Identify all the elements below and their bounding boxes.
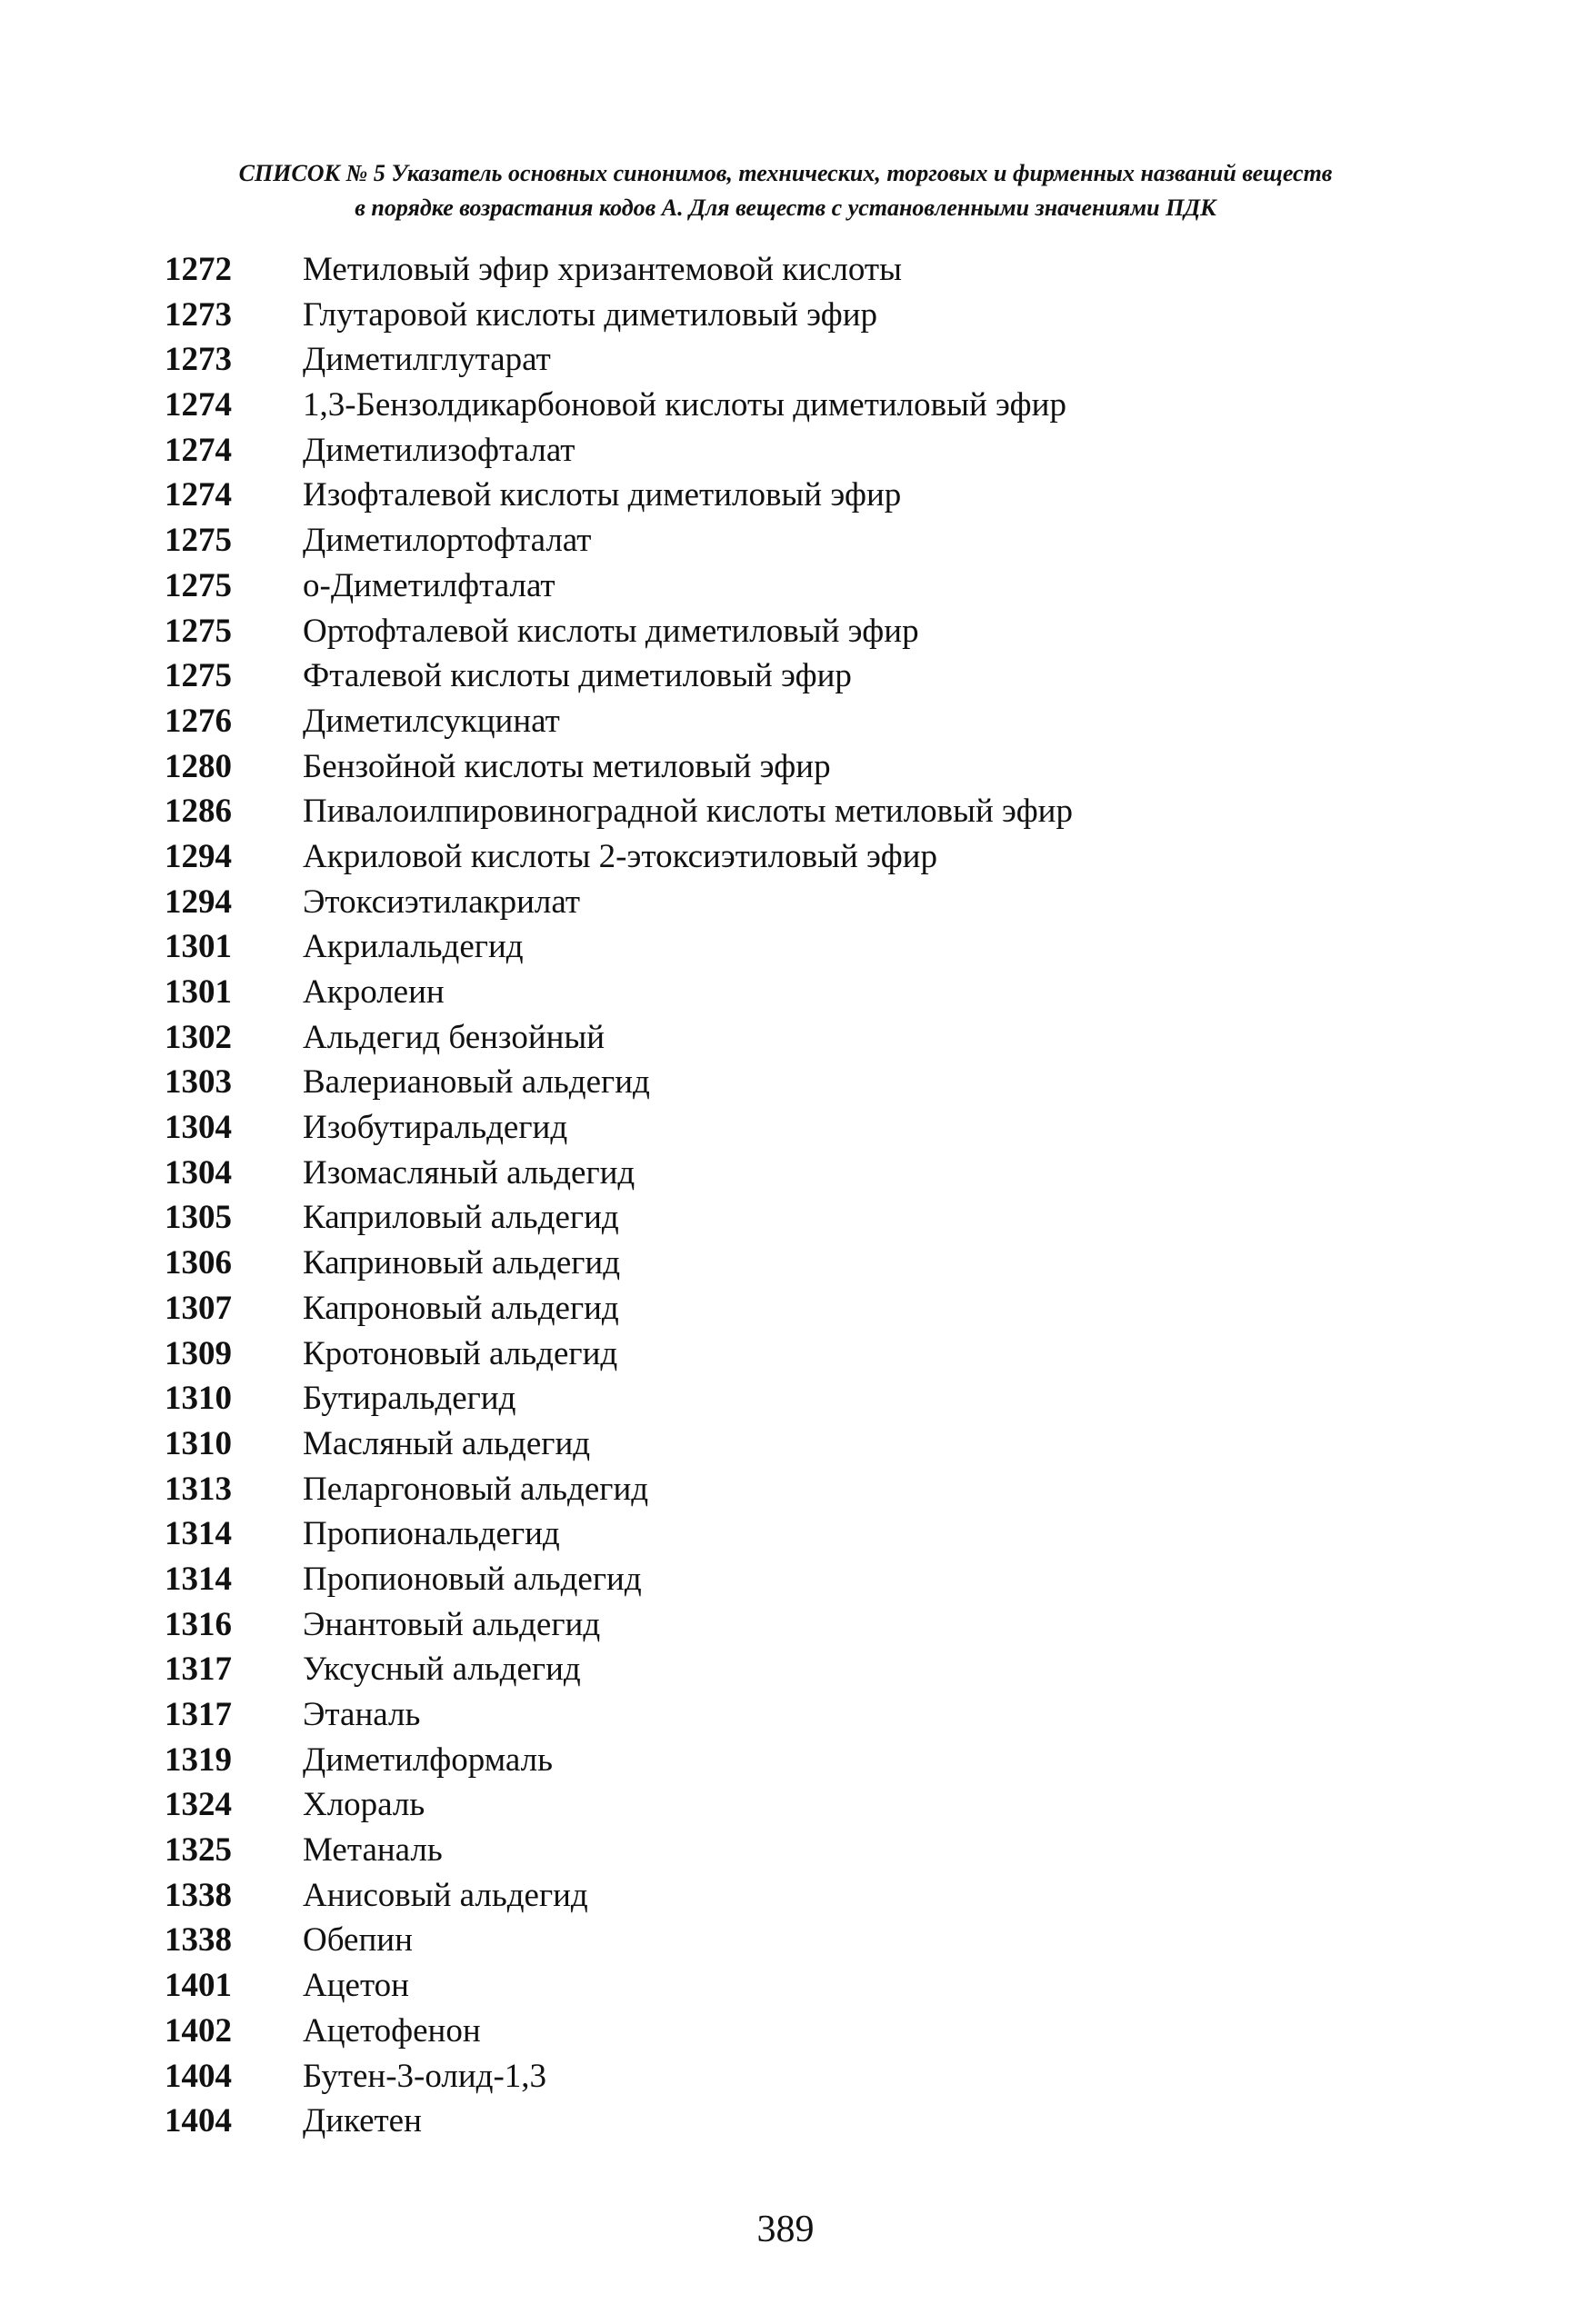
substance-code: 1305 [165,1199,232,1237]
substance-code: 1273 [165,295,232,334]
substance-name: Диметилглутарат [303,341,551,379]
substance-name: Альдегид бензойный [303,1018,605,1056]
list-item [0,1376,1571,1421]
substance-name: Диметилформаль [303,1741,553,1779]
list-item [0,880,1571,925]
substance-name: Каприновый альдегид [303,1244,621,1282]
list-item [0,970,1571,1015]
list-item [0,2099,1571,2144]
substance-name: Энантовый альдегид [303,1605,601,1643]
substance-name: Глутаровой кислоты диметиловый эфир [303,295,878,334]
substance-name: Анисовый альдегид [303,1876,588,1914]
substance-name: Пропиональдегид [303,1515,560,1553]
substance-name: Пеларгоновый альдегид [303,1470,649,1508]
substance-code: 1309 [165,1334,232,1372]
list-item [0,1421,1571,1467]
substance-code: 1307 [165,1289,232,1327]
substance-name: Каприловый альдегид [303,1199,619,1237]
list-item [0,1467,1571,1512]
substance-name: Акрилальдегид [303,928,524,966]
list-item [0,428,1571,474]
list-item [0,699,1571,744]
substance-code: 1275 [165,522,232,560]
substance-code: 1273 [165,341,232,379]
substance-name: Этаналь [303,1696,421,1733]
substance-name: Ацетон [303,1967,409,2005]
substance-name: о-Диметилфталат [303,566,555,604]
substance-code: 1294 [165,883,232,921]
substance-name: Бензойной кислоты метиловый эфир [303,747,831,785]
substance-name: Изомасляный альдегид [303,1153,635,1192]
list-item [0,247,1571,293]
substance-name: Кротоновый альдегид [303,1334,618,1372]
substance-name: Метиловый эфир хризантемовой кислоты [303,251,902,288]
list-item [0,1332,1571,1377]
list-item [0,834,1571,880]
substance-code: 1314 [165,1515,232,1553]
substance-name: Метаналь [303,1831,443,1870]
list-item [0,518,1571,564]
list-item [0,337,1571,383]
substance-name: Ацетофенон [303,2011,481,2050]
page-header [0,156,1571,225]
list-item [0,789,1571,834]
substance-code: 1404 [165,2102,232,2140]
substance-name: Масляный альдегид [303,1424,591,1462]
list-item [0,1602,1571,1648]
substance-code: 1275 [165,657,232,695]
substance-code: 1313 [165,1470,232,1508]
list-item [0,1557,1571,1602]
substance-code: 1306 [165,1244,232,1282]
list-item [0,2009,1571,2054]
substance-code: 1276 [165,702,232,740]
substance-code: 1274 [165,476,232,514]
substance-code: 1304 [165,1153,232,1192]
substance-name: Изобутиральдегид [303,1109,568,1147]
list-item [0,1195,1571,1241]
substance-code: 1274 [165,386,232,424]
list-item [0,653,1571,699]
substance-name: Ортофталевой кислоты диметиловый эфир [303,612,919,650]
list-item [0,1918,1571,1963]
substance-code: 1304 [165,1109,232,1147]
substance-name: Пивалоилпировиноградной кислоты метиловый эфир [303,793,1073,831]
substance-name: Этоксиэтилакрилат [303,883,580,921]
substance-code: 1402 [165,2011,232,2050]
substance-code: 1303 [165,1063,232,1102]
substance-code: 1317 [165,1651,232,1689]
substance-code: 1404 [165,2057,232,2095]
substance-name: Валериановый альдегид [303,1063,650,1102]
list-item [0,1963,1571,2009]
substance-code: 1319 [165,1741,232,1779]
substance-name: Дикетен [303,2102,422,2140]
list-item [0,609,1571,654]
substance-name: 1,3-Бензолдикарбоновой кислоты диметиловый эфир [303,386,1066,424]
list-item [0,1692,1571,1738]
substance-name: Диметилизофталат [303,431,575,469]
substance-name: Капроновый альдегид [303,1289,619,1327]
substance-code: 1302 [165,1018,232,1056]
substance-name: Акриловой кислоты 2-этоксиэтиловый эфир [303,837,937,875]
list-item [0,383,1571,428]
header-title-line: СПИСОК № 5 Указатель основных синонимов, технических, торговых и фирменных названий веществ [238,160,1333,186]
substance-code: 1338 [165,1921,232,1960]
list-item [0,473,1571,518]
substance-code: 1325 [165,1831,232,1870]
substance-code: 1275 [165,566,232,604]
list-item [0,564,1571,609]
substance-code: 1401 [165,1967,232,2005]
list-item [0,2054,1571,2100]
substance-code: 1317 [165,1696,232,1733]
list-item [0,924,1571,970]
substance-code: 1274 [165,431,232,469]
page-number: 389 [756,2209,815,2250]
list-item [0,1105,1571,1151]
substance-code: 1314 [165,1560,232,1598]
substance-code: 1301 [165,973,232,1011]
substance-name: Уксусный альдегид [303,1651,581,1689]
synonym-list [0,247,1571,2144]
list-item [0,1015,1571,1061]
list-item [0,1151,1571,1196]
substance-code: 1310 [165,1424,232,1462]
list-item [0,1828,1571,1873]
list-item [0,293,1571,338]
substance-code: 1286 [165,793,232,831]
list-item [0,1241,1571,1286]
substance-code: 1272 [165,251,232,288]
list-item [0,1782,1571,1828]
list-item [0,1286,1571,1332]
substance-name: Бутен-3-олид-1,3 [303,2057,547,2095]
substance-code: 1310 [165,1380,232,1418]
substance-name: Фталевой кислоты диметиловый эфир [303,657,852,695]
list-item [0,1060,1571,1105]
substance-name: Изофталевой кислоты диметиловый эфир [303,476,902,514]
substance-code: 1294 [165,837,232,875]
list-item [0,1511,1571,1557]
substance-code: 1338 [165,1876,232,1914]
substance-name: Обепин [303,1921,413,1960]
substance-name: Бутиральдегид [303,1380,516,1418]
substance-code: 1275 [165,612,232,650]
substance-name: Диметилортофталат [303,522,592,560]
substance-name: Акролеин [303,973,445,1011]
substance-code: 1280 [165,747,232,785]
substance-code: 1301 [165,928,232,966]
list-item [0,744,1571,790]
substance-code: 1316 [165,1605,232,1643]
list-item [0,1647,1571,1692]
substance-code: 1324 [165,1786,232,1824]
substance-name: Хлораль [303,1786,425,1824]
list-item [0,1873,1571,1919]
substance-name: Диметилсукцинат [303,702,560,740]
header-subtitle-line: в порядке возрастания кодов А. Для веществ с установленными значениями ПДК [355,194,1216,221]
substance-name: Пропионовый альдегид [303,1560,642,1598]
list-item [0,1738,1571,1783]
